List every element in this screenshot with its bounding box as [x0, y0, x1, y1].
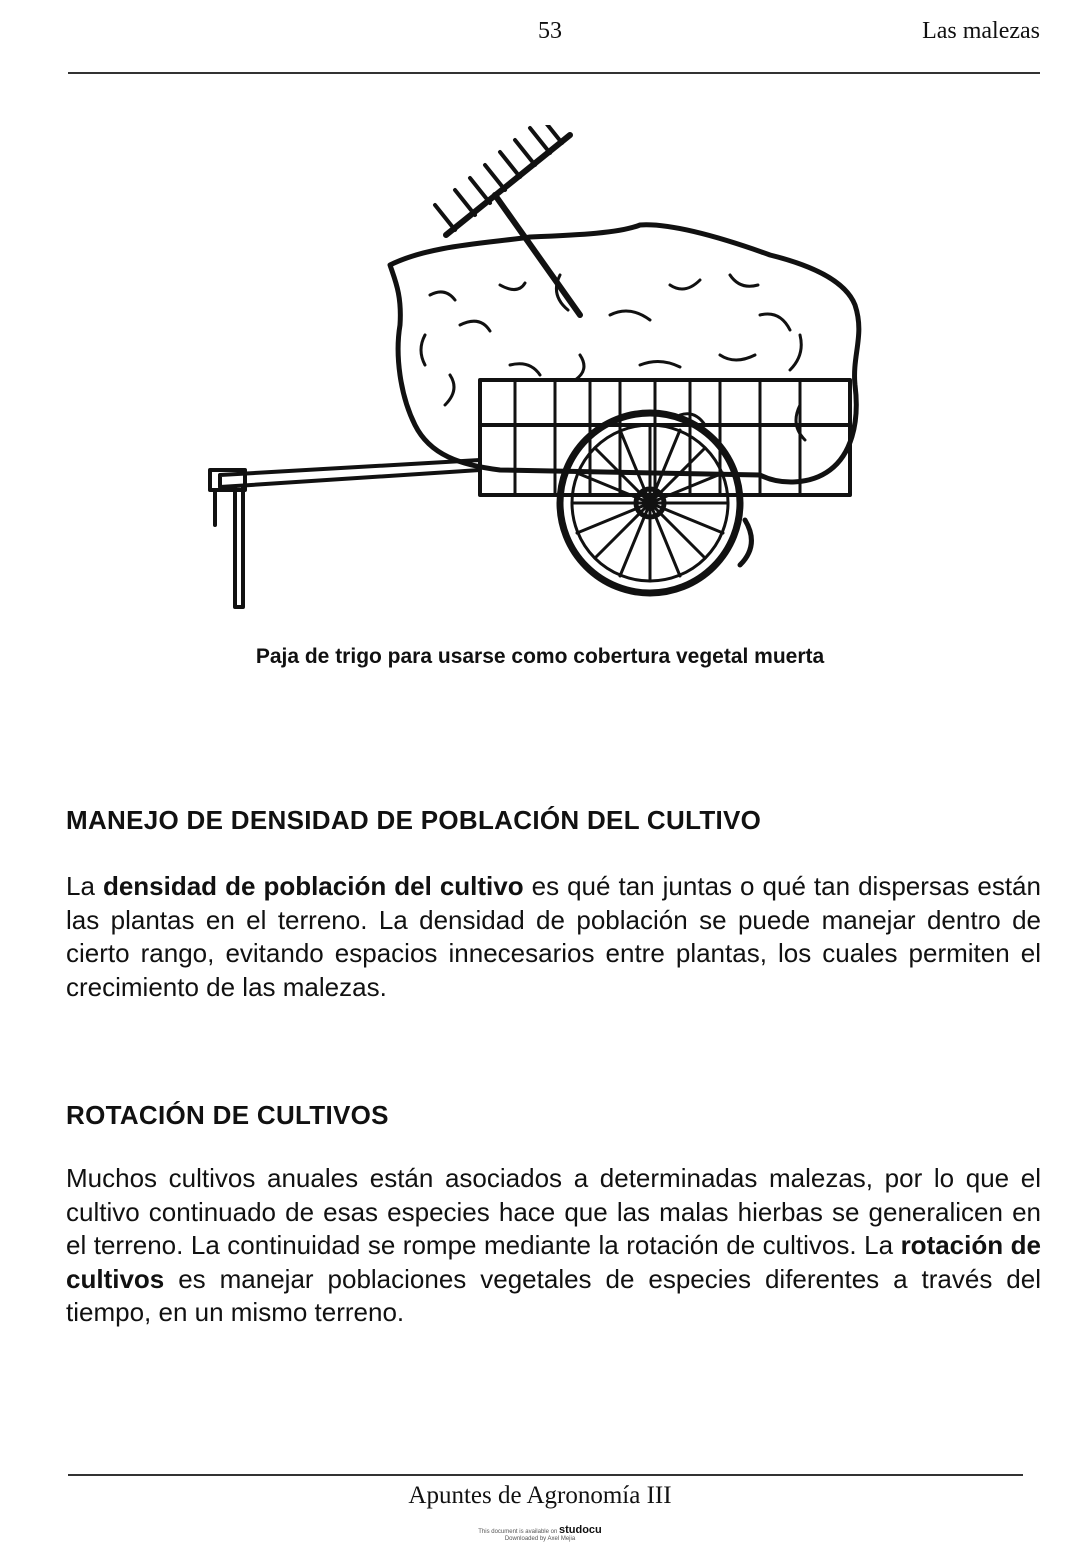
running-title: Las malezas — [922, 18, 1040, 44]
hay-cart-icon — [200, 125, 880, 615]
header-rule — [68, 72, 1040, 74]
figure-caption: Paja de trigo para usarse como cobertura vegetal muerta — [255, 645, 825, 668]
paragraph-bold-term: densidad de población del cultivo — [102, 871, 524, 901]
paragraph-text: La — [66, 871, 103, 901]
watermark-text: This document is available on — [478, 1529, 558, 1535]
section-paragraph-rotation — [66, 1162, 1041, 1330]
watermark-download-text: Downloaded by Axel Mejia — [504, 1536, 576, 1542]
paragraph-text: es manejar poblaciones vegetales de especies diferentes a través del tiempo, en un mismo terreno. — [66, 1263, 1041, 1327]
figure-illustration — [200, 125, 880, 615]
section-heading-rotation: ROTACIÓN DE CULTIVOS — [66, 1100, 389, 1130]
paragraph-bold-term: rotación de cultivos — [66, 1230, 1041, 1294]
paragraph-text: es qué tan juntas o qué tan dispersas están las plantas en el terreno. La densidad de población se puede manejar dentro de cierto rango, evitando espacios innecesarios entre plantas, los cuales permiten el crecimiento de las malezas. — [66, 871, 1041, 1002]
studocu-logo[interactable]: studocu — [558, 1524, 602, 1536]
studocu-watermark — [0, 1524, 1080, 1542]
footer-rule — [68, 1474, 1023, 1476]
page-number: 53 — [538, 18, 562, 44]
footer-title: Apuntes de Agronomía III — [408, 1482, 672, 1509]
paragraph-text: Muchos cultivos anuales están asociados a determinadas malezas, por lo que el cultivo continuado de esas especies hace que las malas hierbas se generalicen en el terreno. La continuidad se rompe mediante la rotación de cultivos. La — [66, 1163, 1041, 1260]
section-paragraph-density — [66, 870, 1041, 1004]
section-heading-density: MANEJO DE DENSIDAD DE POBLACIÓN DEL CULTIVO — [66, 805, 762, 835]
